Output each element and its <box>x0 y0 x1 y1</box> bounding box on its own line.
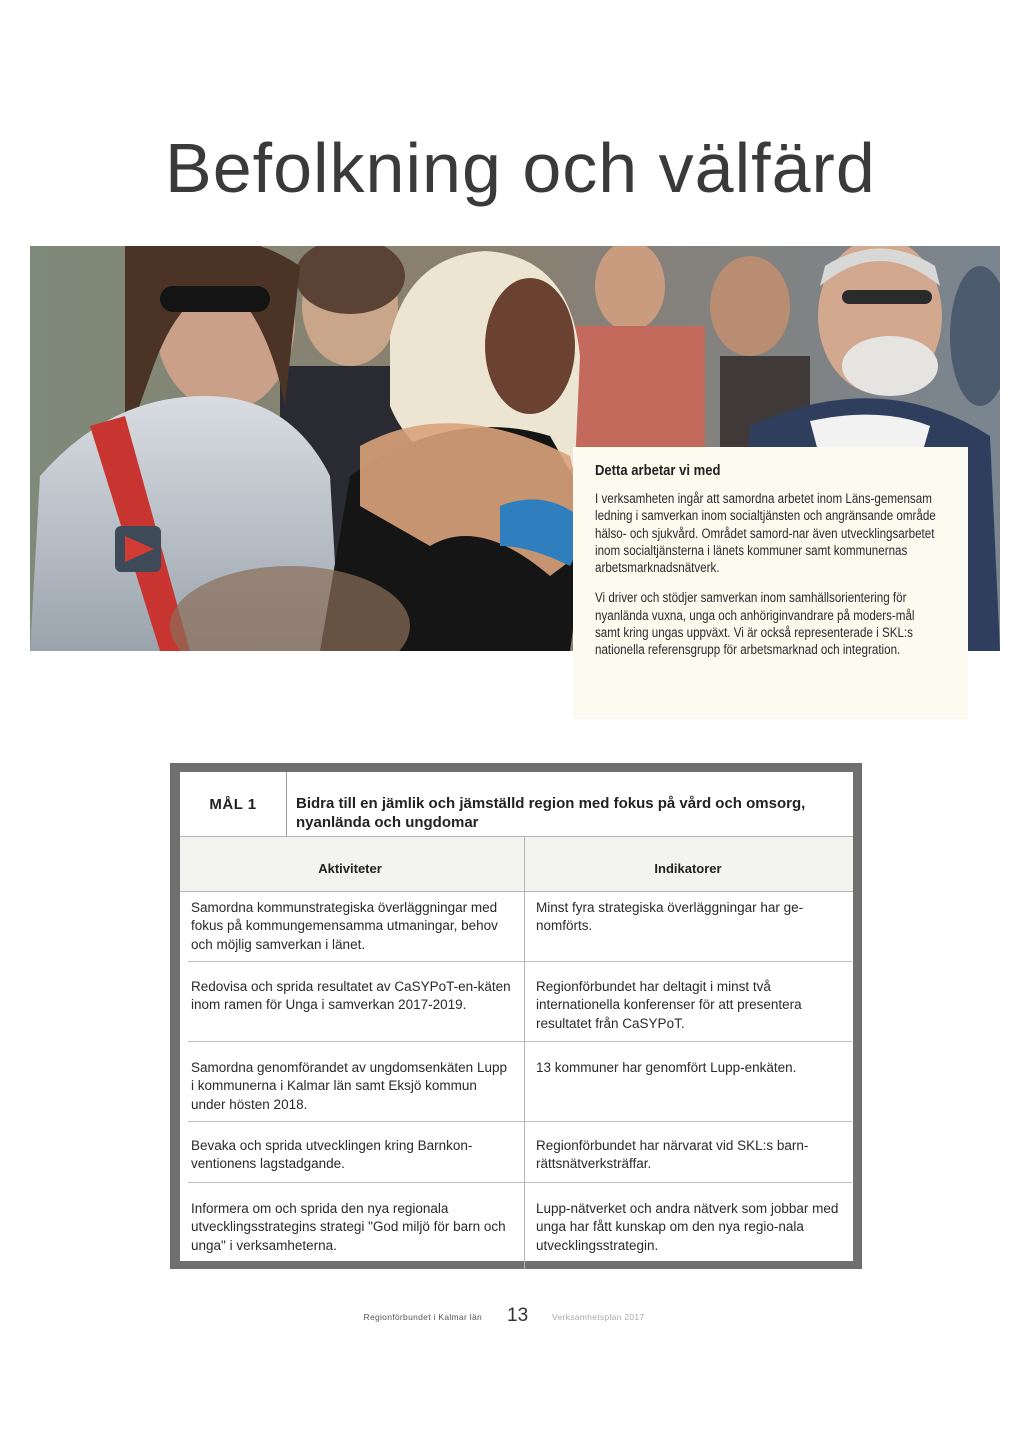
column-header-activities: Aktiviteter <box>318 861 382 876</box>
goal-table <box>170 763 862 1269</box>
table-cell-indicator: Minst fyra strategiska överläggningar har ge-nomförts. <box>536 900 804 934</box>
table-cell-activity: Redovisa och sprida resultatet av CaSYPoT-en-käten inom ramen för Unga i samverkan 2017-2019. <box>191 979 511 1013</box>
page-number: 13 <box>507 1305 529 1326</box>
footer-document-title: Verksamhetsplan 2017 <box>552 1312 645 1322</box>
column-header-indicators: Indikatorer <box>654 861 722 876</box>
table-cell-indicator: Regionförbundet har deltagit i minst två internationella konferenser för att presentera resultatet från CaSYPoT. <box>536 979 802 1031</box>
info-box <box>573 447 968 719</box>
table-header-row <box>180 836 853 892</box>
row-divider <box>188 1182 852 1183</box>
row-divider <box>188 961 852 962</box>
table-cell-activity: Samordna genomförandet av ungdomsenkäten Lupp i kommunerna i Kalmar län samt Eksjö kommun under hösten 2018. <box>191 1060 507 1112</box>
info-box-paragraph: I verksamheten ingår att samordna arbetet inom Läns-gemensam ledning i samverkan inom socialtjänsten och angränsande område hälso- och sjukvård. Området samord-nar även utvecklingsarbetet inom socialtjänsterna i länets kommuner samt kommunernas arbetsmarknadsnätverk. <box>595 491 936 576</box>
page-footer <box>0 1305 1024 1329</box>
table-cell-indicator: 13 kommuner har genomfört Lupp-enkäten. <box>536 1060 797 1075</box>
row-divider <box>188 1041 852 1042</box>
column-divider <box>524 836 525 1269</box>
goal-label: MÅL 1 <box>180 772 287 836</box>
goal-text: Bidra till en jämlik och jämställd region med fokus på vård och omsorg, nyanlända och ungdomar <box>296 795 806 831</box>
footer-organization: Regionförbundet i Kalmar län <box>363 1312 482 1322</box>
info-box-paragraph: Vi driver och stödjer samverkan inom samhällsorientering för nyanlända vuxna, unga och anhöriginvandrare på moders-mål samt kring ungas uppväxt. Vi är också representerade i SKL:s nationella referensgrupp för arbetsmarknad och integration. <box>595 590 915 658</box>
table-cell-indicator: Regionförbundet har närvarat vid SKL:s barn-rättsnätverksträffar. <box>536 1138 809 1172</box>
table-cell-indicator: Lupp-nätverket och andra nätverk som jobbar med unga har fått kunskap om den nya regio-nala utvecklingsstrategin. <box>536 1201 839 1253</box>
row-divider <box>188 1121 852 1122</box>
page-title: Befolkning och välfärd <box>165 129 876 207</box>
info-box-heading: Detta arbetar vi med <box>595 463 721 479</box>
table-cell-activity: Samordna kommunstrategiska överläggningar med fokus på kommungemensamma utmaningar, behov och möjlig samverkan i länet. <box>191 900 498 952</box>
table-cell-activity: Bevaka och sprida utvecklingen kring Barnkon-ventionens lagstadgande. <box>191 1138 473 1172</box>
table-cell-activity: Informera om och sprida den nya regionala utvecklingsstrategins strategi "God miljö för barn och unga" i verksamheterna. <box>191 1201 506 1253</box>
